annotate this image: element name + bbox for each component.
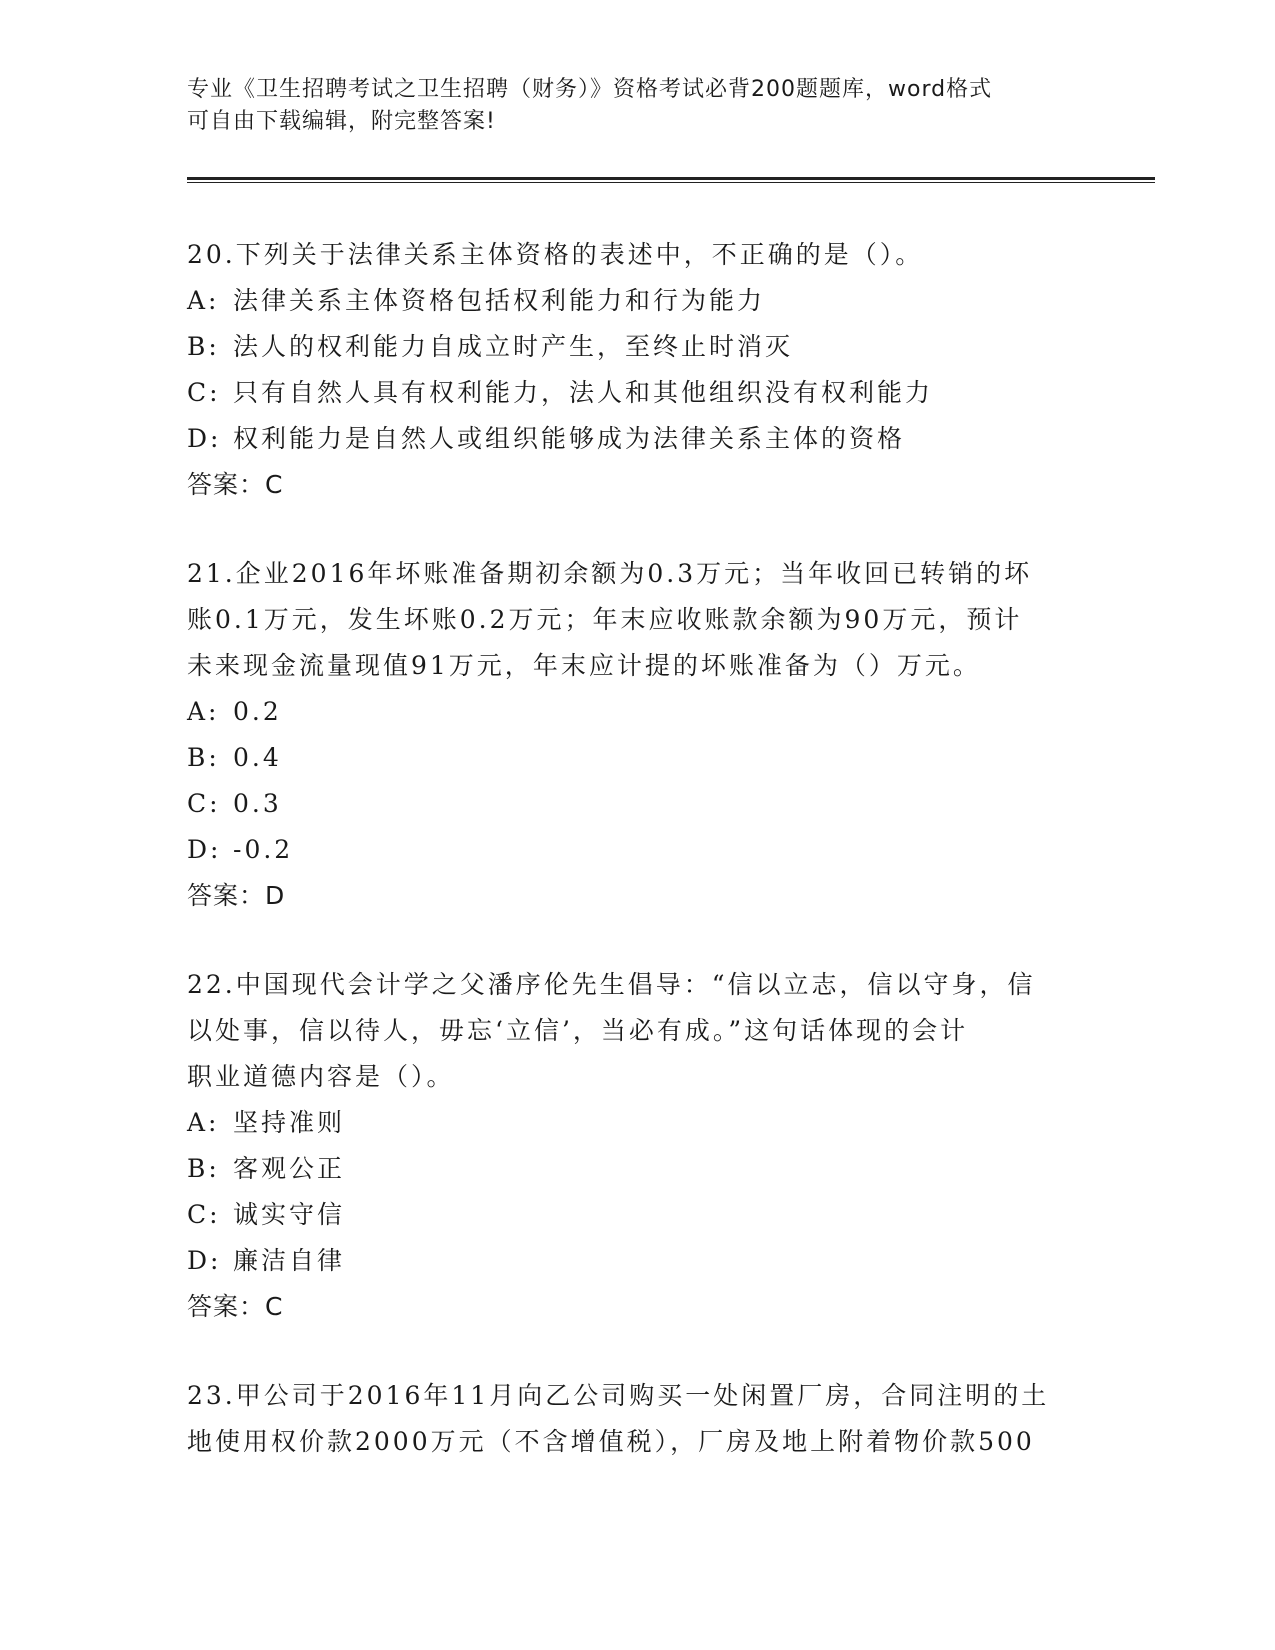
header-rule-thick <box>187 177 1155 180</box>
option-c <box>187 781 1067 827</box>
question-22 <box>187 962 1067 1330</box>
option-text: 客观公正 <box>233 1154 346 1183</box>
header-rule-thin <box>187 182 1155 183</box>
option-text: 权利能力是自然人或组织能够成为法律关系主体的资格 <box>233 424 906 453</box>
question-list <box>187 232 1067 1508</box>
option-d <box>187 827 1067 873</box>
option-letter: D: <box>187 1246 222 1275</box>
question-20 <box>187 232 1067 508</box>
question-stem-line: 22.中国现代会计学之父潘序伦先生倡导：“信以立志，信以守身，信 <box>187 970 1036 999</box>
option-letter: C: <box>187 378 221 407</box>
question-stem-line: 账0.1万元，发生坏账0.2万元；年末应收账款余额为90万元，预计 <box>187 605 1023 634</box>
question-stem-line: 23.甲公司于2016年11月向乙公司购买一处闲置厂房，合同注明的土 <box>187 1381 1050 1410</box>
question-stem-line: 以处事，信以待人，毋忘‘立信’，当必有成。”这句话体现的会计 <box>187 1016 969 1045</box>
option-text: 诚实守信 <box>233 1200 346 1229</box>
option-text: 廉洁自律 <box>233 1246 346 1275</box>
option-text: -0.2 <box>233 835 294 864</box>
option-letter: C: <box>187 1200 221 1229</box>
option-letter: A: <box>187 286 220 315</box>
option-text: 只有自然人具有权利能力，法人和其他组织没有权利能力 <box>233 378 934 407</box>
option-letter: B: <box>187 743 220 772</box>
option-a <box>187 689 1067 735</box>
option-letter: D: <box>187 835 222 864</box>
question-stem-line: 职业道德内容是（）。 <box>187 1062 455 1091</box>
question-stem-line: 地使用权价款2000万元（不含增值税），厂房及地上附着物价款500 <box>187 1427 1035 1456</box>
option-c <box>187 370 1067 416</box>
option-letter: A: <box>187 1108 220 1137</box>
question-stem-line: 未来现金流量现值91万元，年末应计提的坏账准备为（）万元。 <box>187 651 981 680</box>
option-text: 0.3 <box>233 789 282 818</box>
option-a <box>187 278 1067 324</box>
option-d <box>187 416 1067 462</box>
option-text: 法人的权利能力自成立时产生，至终止时消灭 <box>233 332 794 361</box>
option-letter: B: <box>187 332 220 361</box>
question-21 <box>187 551 1067 919</box>
option-text: 法律关系主体资格包括权利能力和行为能力 <box>233 286 766 315</box>
document-header <box>187 74 1067 138</box>
option-d <box>187 1238 1067 1284</box>
answer: 答案：C <box>187 1292 284 1321</box>
option-text: 0.4 <box>233 743 282 772</box>
option-letter: A: <box>187 697 220 726</box>
option-b <box>187 735 1067 781</box>
option-text: 坚持准则 <box>233 1108 346 1137</box>
option-a <box>187 1100 1067 1146</box>
question-stem-line: 21.企业2016年坏账准备期初余额为0.3万元；当年收回已转销的坏 <box>187 559 1033 588</box>
question-23 <box>187 1373 1067 1465</box>
answer: 答案：D <box>187 881 286 910</box>
option-b <box>187 1146 1067 1192</box>
header-line-2: 可自由下载编辑，附完整答案! <box>187 109 496 134</box>
option-letter: D: <box>187 424 222 453</box>
question-stem: 20.下列关于法律关系主体资格的表述中，不正确的是（）。 <box>187 240 924 269</box>
answer: 答案：C <box>187 470 284 499</box>
option-text: 0.2 <box>233 697 282 726</box>
option-b <box>187 324 1067 370</box>
option-c <box>187 1192 1067 1238</box>
option-letter: C: <box>187 789 221 818</box>
option-letter: B: <box>187 1154 220 1183</box>
header-line-1: 专业《卫生招聘考试之卫生招聘（财务）》资格考试必背200题题库，word格式 <box>187 77 993 102</box>
